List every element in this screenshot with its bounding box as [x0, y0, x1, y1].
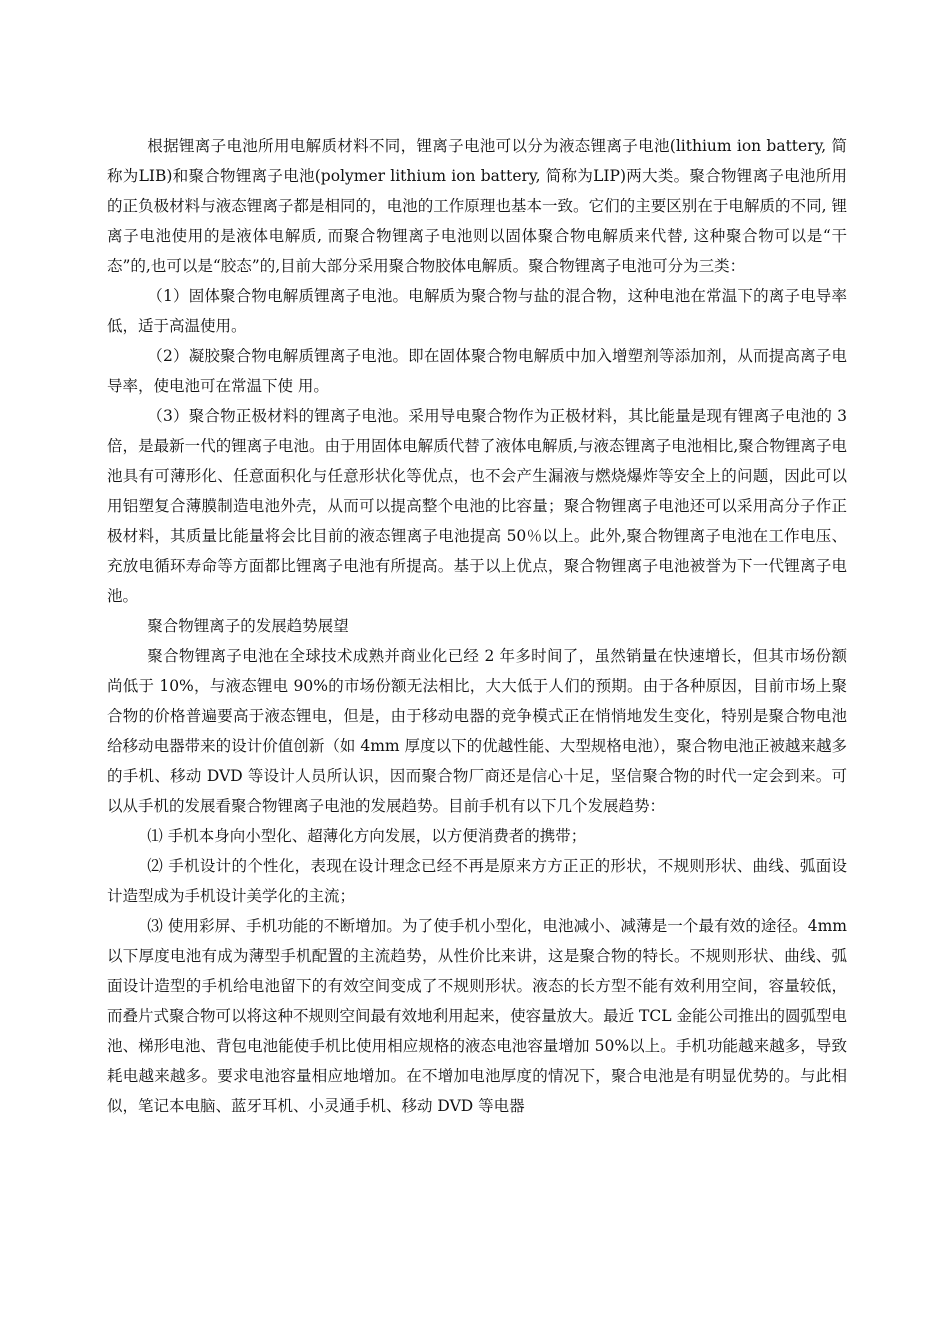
polymer-type-2-paragraph: （2）凝胶聚合物电解质锂离子电池。即在固体聚合物电解质中加入增塑剂等添加剂，从而提高离子电导率，使电池可在常温下使 用。	[107, 347, 847, 395]
intro-paragraph: 根据锂离子电池所用电解质材料不同，锂离子电池可以分为液态锂离子电池(lithium ion battery, 简称为LIB)和聚合物锂离子电池(polymer lithium ion battery, 简称为LIP)两大类。聚合物锂离子电池所用的正负极材料与液态锂离子都是相同的，电池的工作原理也基本一致。它们的主要区别在于电解质的不同, 锂离子电池使用的是液体电解质, 而聚合物锂离子电池则以固体聚合物电解质来代替, 这种聚合物可以是“干态”的,也可以是“胶态”的,目前大部分采用聚合物胶体电解质。聚合物锂离子电池可分为三类：	[107, 137, 847, 275]
document-page	[107, 131, 847, 1121]
trend-body-paragraph: 聚合物锂离子电池在全球技术成熟并商业化已经 2 年多时间了，虽然销量在快速增长，但其市场份额尚低于 10%，与液态锂电 90%的市场份额无法相比，大大低于人们的预期。由于各种原因，目前市场上聚合物的价格普遍要高于液态锂电，但是，由于移动电器的竞争模式正在悄悄地发生变化，特别是聚合物电池给移动电器带来的设计价值创新（如 4mm 厚度以下的优越性能、大型规格电池），聚合物电池正被越来越多的手机、移动 DVD 等设计人员所认识，因而聚合物厂商还是信心十足，坚信聚合物的时代一定会到来。可以从手机的发展看聚合物锂离子电池的发展趋势。目前手机有以下几个发展趋势：	[107, 647, 847, 815]
trend-item-3: ⑶ 使用彩屏、手机功能的不断增加。为了使手机小型化，电池减小、减薄是一个最有效的途径。4mm 以下厚度电池有成为薄型手机配置的主流趋势，从性价比来讲，这是聚合物的特长。不规则形状、曲线、弧面设计造型的手机给电池留下的有效空间变成了不规则形状。液态的长方型不能有效利用空间，容量较低，而叠片式聚合物可以将这种不规则空间最有效地利用起来，使容量放大。最近 TCL 金能公司推出的圆弧型电池、梯形电池、背包电池能使手机比使用相应规格的液态电池容量增加 50%以上。手机功能越来越多，导致耗电越来越多。要求电池容量相应地增加。在不增加电池厚度的情况下，聚合电池是有明显优势的。与此相似，笔记本电脑、蓝牙耳机、小灵通手机、移动 DVD 等电器	[107, 917, 847, 1115]
trend-item-1: ⑴ 手机本身向小型化、超薄化方向发展，以方便消费者的携带；	[147, 827, 587, 845]
section-heading: 聚合物锂离子的发展趋势展望	[147, 617, 349, 635]
trend-item-2: ⑵ 手机设计的个性化，表现在设计理念已经不再是原来方方正正的形状，不规则形状、曲线、弧面设计造型成为手机设计美学化的主流；	[107, 857, 847, 905]
polymer-type-1-paragraph: （1）固体聚合物电解质锂离子电池。电解质为聚合物与盐的混合物，这种电池在常温下的离子电导率低，适于高温使用。	[107, 287, 847, 335]
polymer-type-3-paragraph: （3）聚合物正极材料的锂离子电池。采用导电聚合物作为正极材料，其比能量是现有锂离子电池的 3 倍，是最新一代的锂离子电池。由于用固体电解质代替了液体电解质,与液态锂离子电池相比,聚合物锂离子电池具有可薄形化、任意面积化与任意形状化等优点，也不会产生漏液与燃烧爆炸等安全上的问题，因此可以用铝塑复合薄膜制造电池外壳，从而可以提高整个电池的比容量；聚合物锂离子电池还可以采用高分子作正极材料，其质量比能量将会比目前的液态锂离子电池提高 50％以上。此外,聚合物锂离子电池在工作电压、充放电循环寿命等方面都比锂离子电池有所提高。基于以上优点，聚合物锂离子电池被誉为下一代锂离子电池。	[107, 407, 847, 605]
